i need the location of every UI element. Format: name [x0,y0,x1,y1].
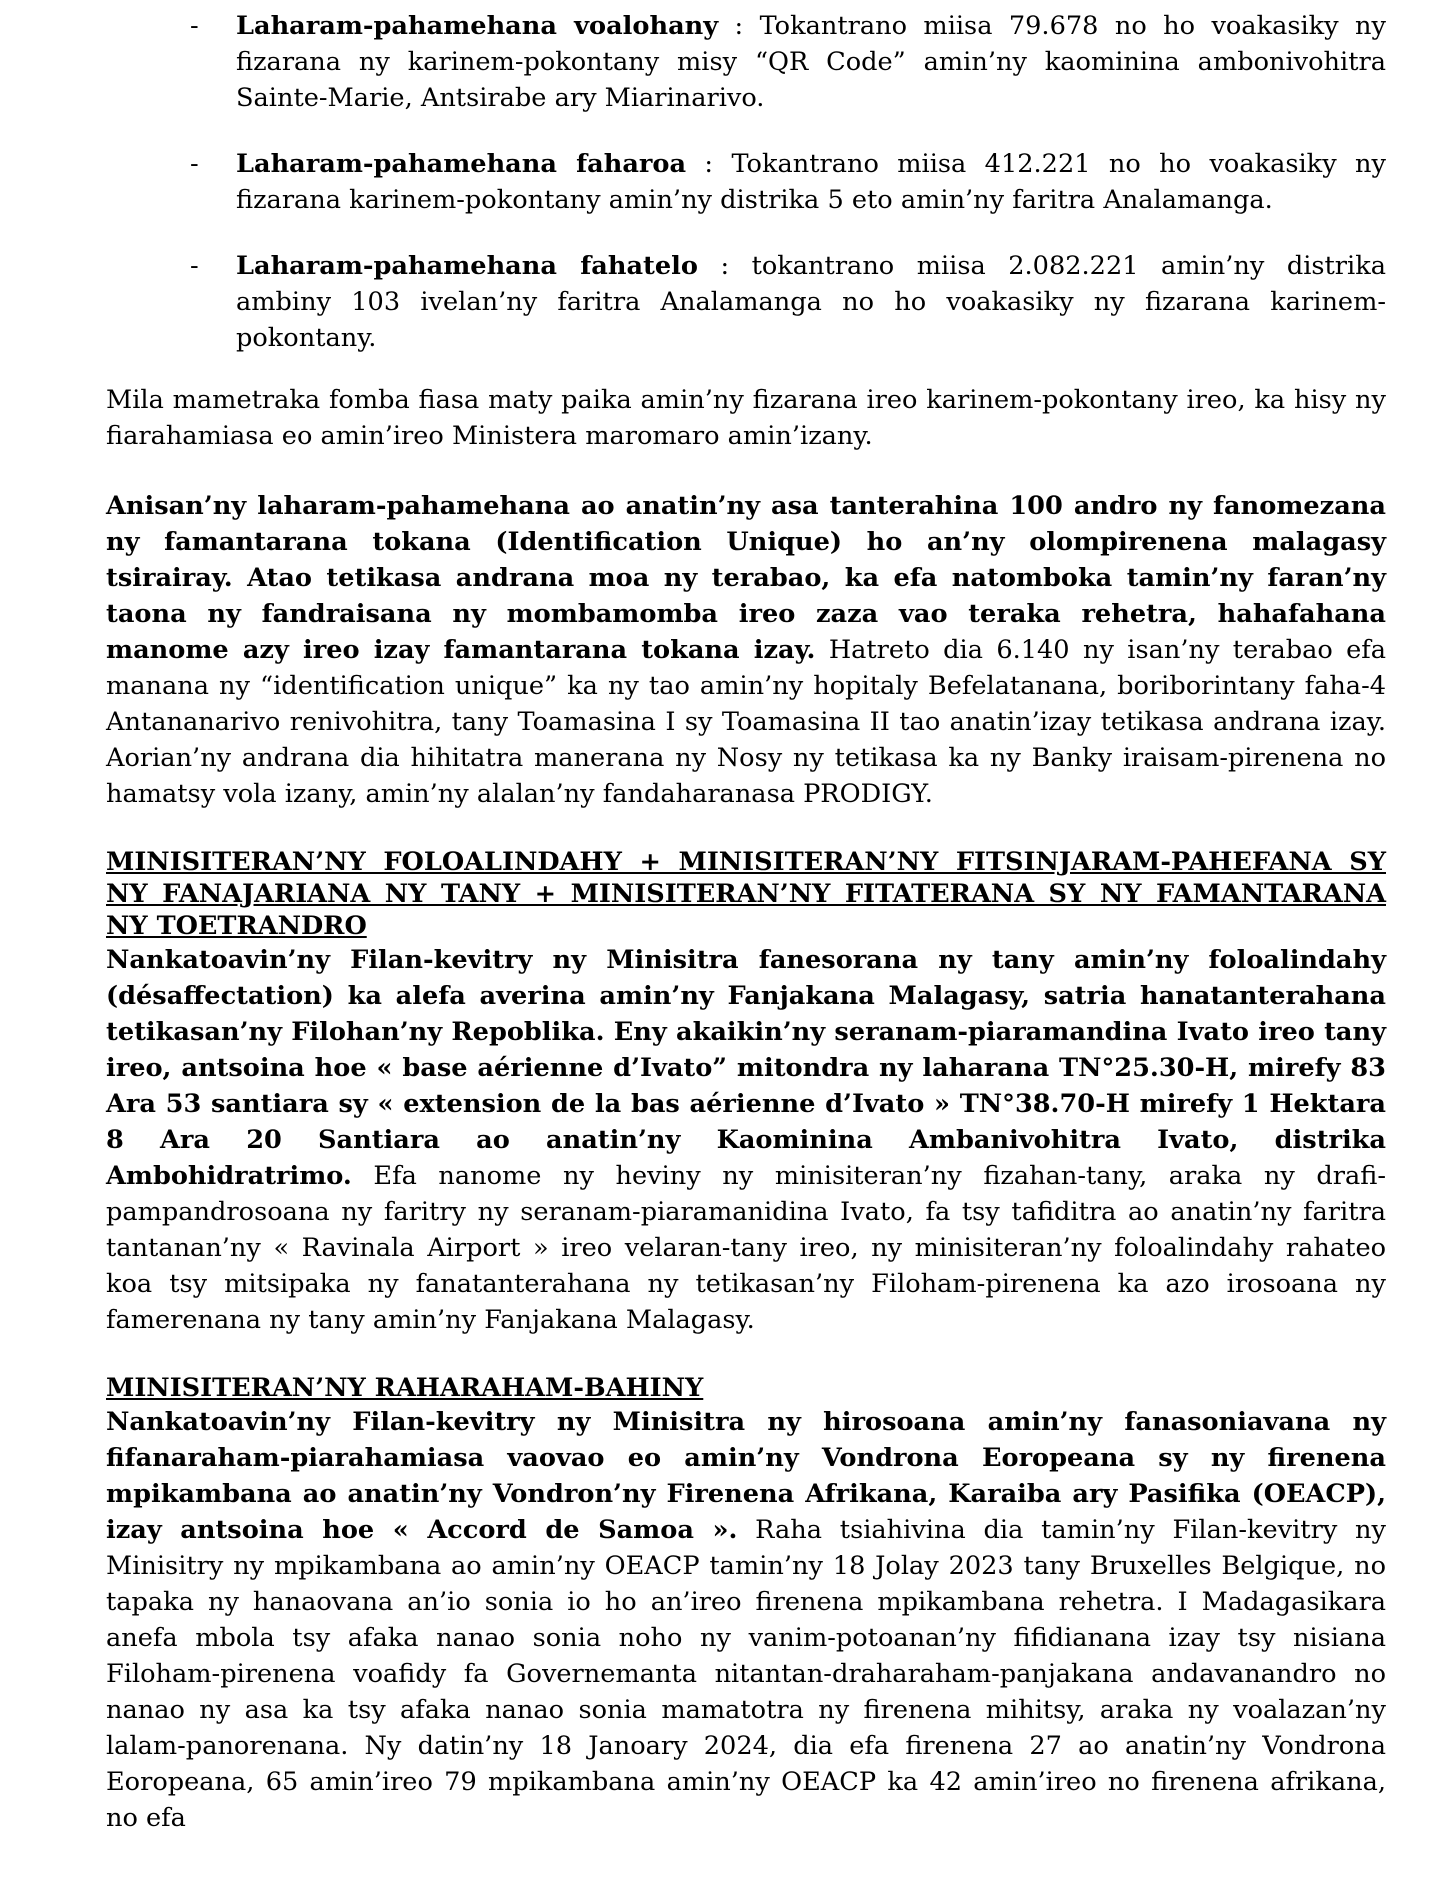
section-body [106,942,1386,1338]
list-item [190,248,1386,356]
section-text: Raha tsiahivina dia tamin’ny Filan-kevitry ny Minisitry ny mpikambana ao amin’ny OEACP tamin’ny 18 Jolay 2023 tany Bruxelles Belgique, no tapaka ny hanaovana an’io sonia io ho an’ireo firenena mpikambana rehetra. I Madagasikara anefa mbola tsy afaka nanao sonia noho ny vanim-potoanan’ny fifidianana izay tsy nisiana Filoham-pirenena voafidy fa Governemanta nitantan-draharaham-panjakana andavanandro no nanao ny asa ka tsy afaka nanao sonia mamatotra ny firenena mihitsy, araka ny voalazan’ny lalam-panorenana. Ny datin’ny 18 Janoary 2024, dia efa firenena 27 ao anatin’ny Vondrona Eoropeana, 65 amin’ireo 79 mpikambana amin’ny OEACP ka 42 amin’ireo no firenena afrikana, no efa [106,1515,1387,1833]
priority-list [190,8,1386,356]
bullet-dash: - [190,11,199,41]
list-item [190,8,1386,116]
paragraph-bold-text: Anisan’ny laharam-pahamehana ao anatin’ny asa tanterahina 100 andro ny fanomezana ny famantarana tokana (Identification Unique) ho an’ny olompirenena malagasy tsirairay. Atao tetikasa andrana moa ny terabao, ka efa natomboka tamin’ny faran’ny taona ny fandraisana ny mombamomba ireo zaza vao teraka rehetra, hahafahana manome azy ireo izay famantarana tokana izay. [106,491,1386,665]
list-item [190,146,1386,218]
list-item-text: tokantrano miisa 2.082.221 amin’ny distrika ambiny 103 ivelan’ny faritra Analamanga no ho voakasiky ny fizarana karinem-pokontany. [236,251,1386,353]
list-item-text: Tokantrano miisa 412.221 no ho voakasiky ny fizarana karinem-pokontany amin’ny distrika 5 eto amin’ny faritra Analamanga. [236,149,1386,215]
list-item-separator: : [686,149,732,179]
section-text: Efa nanome ny heviny ny minisiteran’ny fizahan-tany, araka ny drafi-pampandrosoana ny faritry ny seranam-piaramanidina Ivato, fa tsy tafiditra ao anatin’ny faritra tantanan’ny « Ravinala Airport » ireo velaran-tany ireo, ny minisiteran’ny foloalindahy rahateo koa tsy mitsipaka ny fanatanterahana ny tetikasan’ny Filoham-pirenena ka azo irosoana ny famerenana ny tany amin’ny Fanjakana Malagasy. [106,1161,1386,1335]
list-item-separator: : [718,11,760,41]
section-heading: MINISITERAN’NY RAHARAHAM-BAHINY [106,1373,704,1403]
bullet-dash: - [190,251,199,281]
section-bold-text: Nankatoavin’ny Filan-kevitry ny Minisitra ny hirosoana amin’ny fanasoniavana ny fifanaraham-piarahamiasa vaovao eo amin’ny Vondrona Eoropeana sy ny firenena mpikambana ao anatin’ny Vondron’ny Firenena Afrikana, Karaiba ary Pasifika (OEACP), izay antsoina hoe « Accord de Samoa ». [106,1407,1386,1545]
list-item-title: Laharam-pahamehana voalohany [236,11,719,41]
list-item-separator: : [697,251,752,281]
bullet-dash: - [190,149,199,179]
section-heading: MINISITERAN’NY FOLOALINDAHY + MINISITERAN’NY FITSINJARAM-PAHEFANA SY NY FANAJARIANA NY TANY + MINISITERAN’NY FITATERANA SY NY FAMANTARANA NY TOETRANDRO [106,847,1386,941]
paragraph-distribution-method: Mila mametraka fomba fiasa maty paika amin’ny fizarana ireo karinem-pokontany ireo, ka hisy ny fiarahamiasa eo amin’ireo Ministera maromaro amin’izany. [106,385,1386,451]
section-body [106,1404,1386,1836]
paragraph-identification-unique [106,488,1386,812]
section-bold-text: Nankatoavin’ny Filan-kevitry ny Minisitra fanesorana ny tany amin’ny foloalindahy (désaffectation) ka alefa averina amin’ny Fanjakana Malagasy, satria hanatanterahana tetikasan’ny Filohan’ny Repoblika. Eny akaikin’ny seranam-piaramandina Ivato ireo tany ireo, antsoina hoe « base aérienne d’Ivato” mitondra ny laharana TN°25.30-H, mirefy 83 Ara 53 santiara sy « extension de la bas aérienne d’Ivato » TN°38.70-H mirefy 1 Hektara 8 Ara 20 Santiara ao anatin’ny Kaominina Ambanivohitra Ivato, distrika Ambohidratrimo. [106,945,1386,1191]
list-item-title: Laharam-pahamehana fahatelo [236,251,698,281]
section-foreign-affairs [106,1372,1386,1836]
section-defense-land-transport [106,846,1386,1338]
list-item-text: Tokantrano miisa 79.678 no ho voakasiky ny fizarana ny karinem-pokontany misy “QR Code” amin’ny kaominina ambonivohitra Sainte-Marie, Antsirabe ary Miarinarivo. [236,11,1386,113]
paragraph-text: Hatreto dia 6.140 ny isan’ny terabao efa manana ny “identification unique” ka ny tao amin’ny hopitaly Befelatanana, boriborintany faha-4 Antananarivo renivohitra, tany Toamasina I sy Toamasina II tao anatin’izay tetikasa andrana izay. Aorian’ny andrana dia hihitatra manerana ny Nosy ny tetikasa ka ny Banky iraisam-pirenena no hamatsy vola izany, amin’ny alalan’ny fandaharanasa PRODIGY. [106,635,1387,809]
list-item-title: Laharam-pahamehana faharoa [236,149,687,179]
